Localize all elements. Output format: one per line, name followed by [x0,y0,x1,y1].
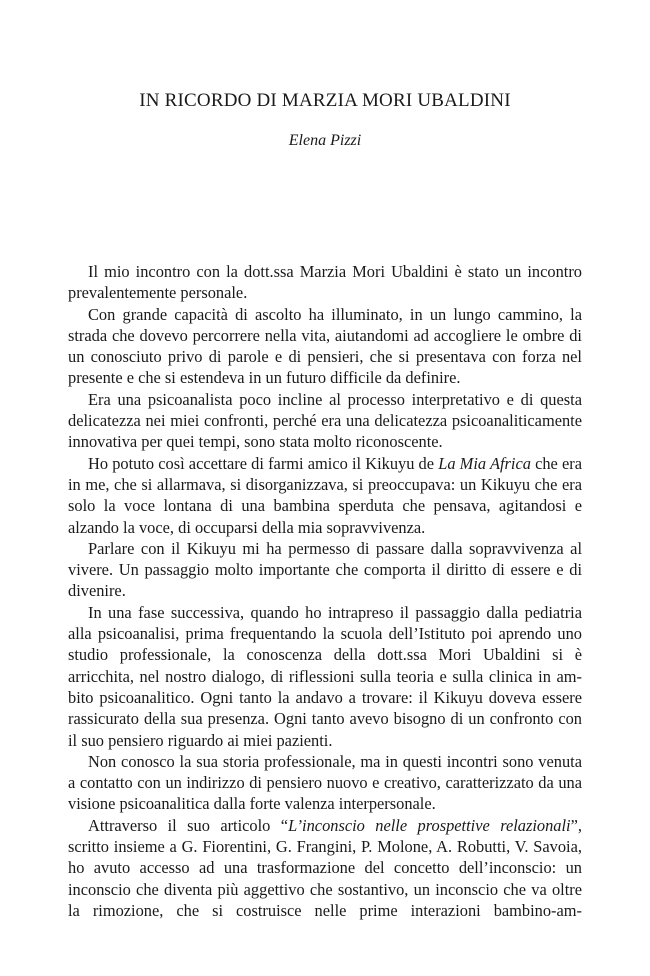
paragraph: In una fase successiva, quando ho intrapreso il passaggio dalla pediatria alla psicoanalisi, prima frequentando la scuola dell’Istituto poi aprendo uno studio professionale, la conoscenza della dott.ssa Mori Ubaldini si è arricchita, nel nostro dialogo, di riflessioni sulla teoria e sulla clinica in ambito psicoanalitico. Ogni tanto la andavo a trovare: il Kikuyu doveva essere rassicurato della sua presenza. Ogni tanto avevo bisogno di un confronto con il suo pensiero riguardo ai miei pazienti. [68,602,582,750]
paragraph-text: che era in me, che si allarmava, si disorganizzava, si preoccupava: un Kikuyu che era solo la voce lontana di una bambina sperduta che pensava, agitandosi e alzando la voce, di occuparsi della mia sopravvivenza. [68,453,582,537]
paragraph: Parlare con il Kikuyu mi ha permesso di passare dalla sopravvivenza al vivere. Un passaggio molto importante che comporta il diritto di essere e di divenire. [68,538,582,601]
paragraph: Il mio incontro con la dott.ssa Marzia Mori Ubaldini è stato un incontro prevalentemente personale. [68,262,582,303]
article-author: Elena Pizzi [288,132,362,149]
paragraph [68,815,582,921]
paragraph [68,453,582,538]
article-title: IN RICORDO DI MARZIA MORI UBALDINI [139,90,511,111]
paragraph: Non conosco la sua storia professionale, ma in questi incontri sono venuta a contatto con un indirizzo di pensiero nuovo e creativo, caratterizzato da una visione psicoanalitica dalla forte valenza interpersonale. [68,751,582,814]
paragraph: Era una psicoanalista poco incline al processo interpretativo e di questa delicatezza nei miei confronti, perché era una delicatezza psicoanaliticamente innovativa per quei tempi, sono stata molto riconoscente. [68,389,582,452]
paragraph-text: Ho potuto così accettare di farmi amico il Kikuyu de [88,453,439,473]
paragraph: Con grande capacità di ascolto ha illuminato, in un lungo cammino, la strada che dovevo percorrere nella vita, aiutandomi ad accogliere le ombre di un conosciuto privo di parole e di pensieri, che si presentava con forza nel presente e che si estendeva in un futuro difficile da definire. [68,304,582,388]
article-body [68,261,582,921]
paragraph-text: Attraverso il suo articolo “ [88,815,289,835]
article-citation: L’inconscio nelle prospettive relazionali [288,815,571,835]
paragraph-text: ”, scritto insieme a G. Fiorentini, G. Frangini, P. Molone, A. Robutti, V. Savoia, ho avuto accesso ad una trasformazione del concetto dell’inconscio: un inconscio che diventa più aggettivo che sostantivo, un inconscio che va oltre la rimozione, che si costruisce nelle prime interazioni bambino-am- [68,815,582,920]
book-title: La Mia Africa [438,453,531,473]
